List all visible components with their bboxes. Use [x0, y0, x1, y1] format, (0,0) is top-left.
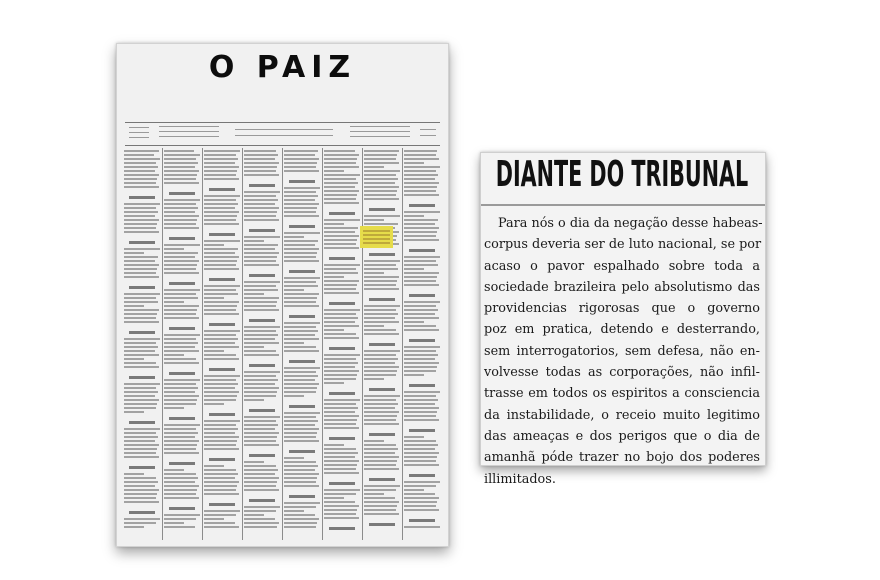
article-line: da instabilidade, o receio muito legitimo	[484, 407, 760, 423]
newspaper-column	[124, 150, 160, 530]
newspaper-masthead: O PAIZ	[208, 50, 357, 85]
article-body	[484, 213, 763, 490]
title-divider	[481, 204, 765, 206]
article-line: Para nós o dia da negação desse habeas-	[498, 216, 763, 231]
article-title: DIANTE DO TRIBUNAL	[495, 155, 749, 196]
article-clipping	[480, 152, 766, 487]
article-line: trasse em todos os espiritos a consciencia	[484, 386, 760, 402]
newspaper-column	[284, 150, 320, 530]
highlighted-article	[360, 226, 393, 248]
article-line: corpus deveria ser de luto nacional, se por	[484, 237, 762, 253]
article-line: das ameaças e dos perigos que o dia de	[484, 428, 760, 444]
article-line: sem interrogatorios, sem defesa, não en-	[484, 343, 760, 359]
article-line: acaso o pavor espalhado sobre toda a	[484, 258, 760, 274]
newspaper-column	[204, 150, 240, 530]
article-line: illimitados.	[484, 471, 556, 487]
article-line: providencias rigorosas que o governo	[484, 301, 760, 317]
article-line: amanhã póde trazer no bojo dos poderes	[484, 450, 760, 466]
article-line: poz em pratica, detendo e desterrando,	[484, 322, 760, 338]
newspaper-column	[364, 150, 400, 530]
newspaper-column	[404, 150, 440, 530]
newspaper-page	[116, 43, 449, 547]
newspaper-column	[244, 150, 280, 530]
article-line: volvesse todas as corporações, não infil-	[484, 365, 760, 381]
newspaper-column	[324, 150, 360, 534]
newspaper-column	[164, 150, 200, 530]
newspaper-header-band	[125, 122, 440, 146]
article-line: sociedade brazileira pelo absolutismo das	[484, 279, 760, 295]
